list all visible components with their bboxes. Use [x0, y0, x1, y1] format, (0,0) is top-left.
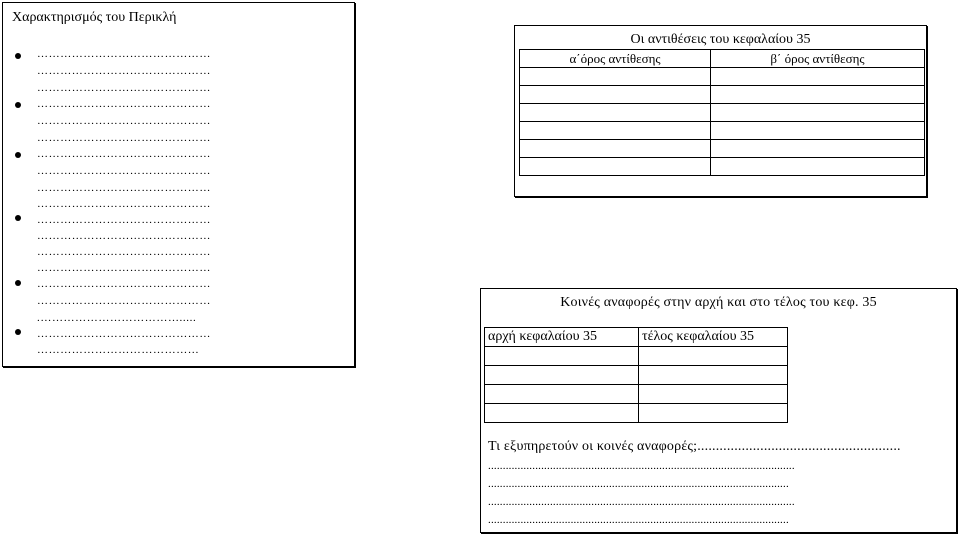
common-references-box	[480, 288, 957, 533]
characterization-title: Χαρακτηρισμός του Περικλή	[12, 10, 177, 25]
answer-line[interactable]: ………………………………………	[37, 198, 211, 210]
table-cell[interactable]	[639, 385, 788, 404]
table-cell[interactable]	[639, 347, 788, 366]
table-cell[interactable]	[520, 68, 711, 86]
common-references-table	[484, 327, 788, 423]
table-cell[interactable]	[711, 68, 925, 86]
answer-line[interactable]: ………………………………………	[37, 262, 211, 274]
answer-line[interactable]: ………………………………………	[37, 246, 211, 258]
answer-line[interactable]: ………………………………………	[37, 328, 211, 340]
bullet-icon	[15, 215, 21, 221]
column-header-b-term: β΄ όρος αντίθεσης	[711, 50, 925, 68]
table-cell[interactable]	[639, 366, 788, 385]
answer-line[interactable]: ......................................................................................................	[488, 514, 789, 526]
table-cell[interactable]	[485, 404, 639, 423]
table-cell[interactable]	[711, 122, 925, 140]
answer-line[interactable]: ………………………………………	[37, 278, 211, 290]
table-cell[interactable]	[711, 158, 925, 176]
table-cell[interactable]	[711, 140, 925, 158]
answer-line[interactable]: ........................................................................................................	[488, 496, 795, 508]
answer-line[interactable]: ………………………………………	[37, 65, 211, 77]
answer-line[interactable]: ......................................................................................................	[488, 478, 789, 490]
column-header-start: αρχή κεφαλαίου 35	[485, 328, 639, 347]
table-cell[interactable]	[711, 104, 925, 122]
answer-line[interactable]: ........................................................................................................	[488, 460, 795, 472]
answer-line[interactable]: ………………………………………	[37, 182, 211, 194]
answer-line[interactable]: ………………………………………	[37, 98, 211, 110]
answer-line[interactable]: ……………………………………	[37, 344, 200, 356]
table-cell[interactable]	[711, 86, 925, 104]
table-cell[interactable]	[520, 122, 711, 140]
answer-line[interactable]: .……………………………….....	[37, 312, 197, 324]
table-cell[interactable]	[485, 385, 639, 404]
bullet-icon	[15, 329, 21, 335]
answer-line[interactable]: ………………………………………	[37, 132, 211, 144]
answer-line[interactable]: ………………………………………	[37, 148, 211, 160]
bullet-icon	[15, 102, 21, 108]
table-cell[interactable]	[520, 158, 711, 176]
table-cell[interactable]	[520, 86, 711, 104]
column-header-end: τέλος κεφαλαίου 35	[639, 328, 788, 347]
table-cell[interactable]	[520, 140, 711, 158]
column-header-a-term: α΄όρος αντίθεσης	[520, 50, 711, 68]
answer-line[interactable]: ………………………………………	[37, 214, 211, 226]
contrasts-table	[519, 49, 925, 176]
answer-line[interactable]: ………………………………………	[37, 295, 211, 307]
answer-line[interactable]: ………………………………………	[37, 165, 211, 177]
bullet-icon	[15, 280, 21, 286]
answer-line[interactable]: ………………………………………	[37, 48, 211, 60]
bullet-icon	[15, 152, 21, 158]
table-cell[interactable]	[520, 104, 711, 122]
contrasts-box	[514, 25, 927, 197]
table-cell[interactable]	[485, 366, 639, 385]
answer-line[interactable]: ………………………………………	[37, 82, 211, 94]
characterization-box	[2, 2, 355, 367]
bullet-icon	[15, 53, 21, 59]
table-cell[interactable]	[639, 404, 788, 423]
answer-line[interactable]: ………………………………………	[37, 115, 211, 127]
table-cell[interactable]	[485, 347, 639, 366]
answer-line[interactable]: ………………………………………	[37, 230, 211, 242]
contrasts-title: Οι αντιθέσεις του κεφαλαίου 35	[630, 32, 811, 47]
question-text: Τι εξυπηρετούν οι κοινές αναφορές;.......................................................	[488, 439, 901, 454]
common-references-title: Κοινές αναφορές στην αρχή και στο τέλος του κεφ. 35	[560, 295, 877, 310]
